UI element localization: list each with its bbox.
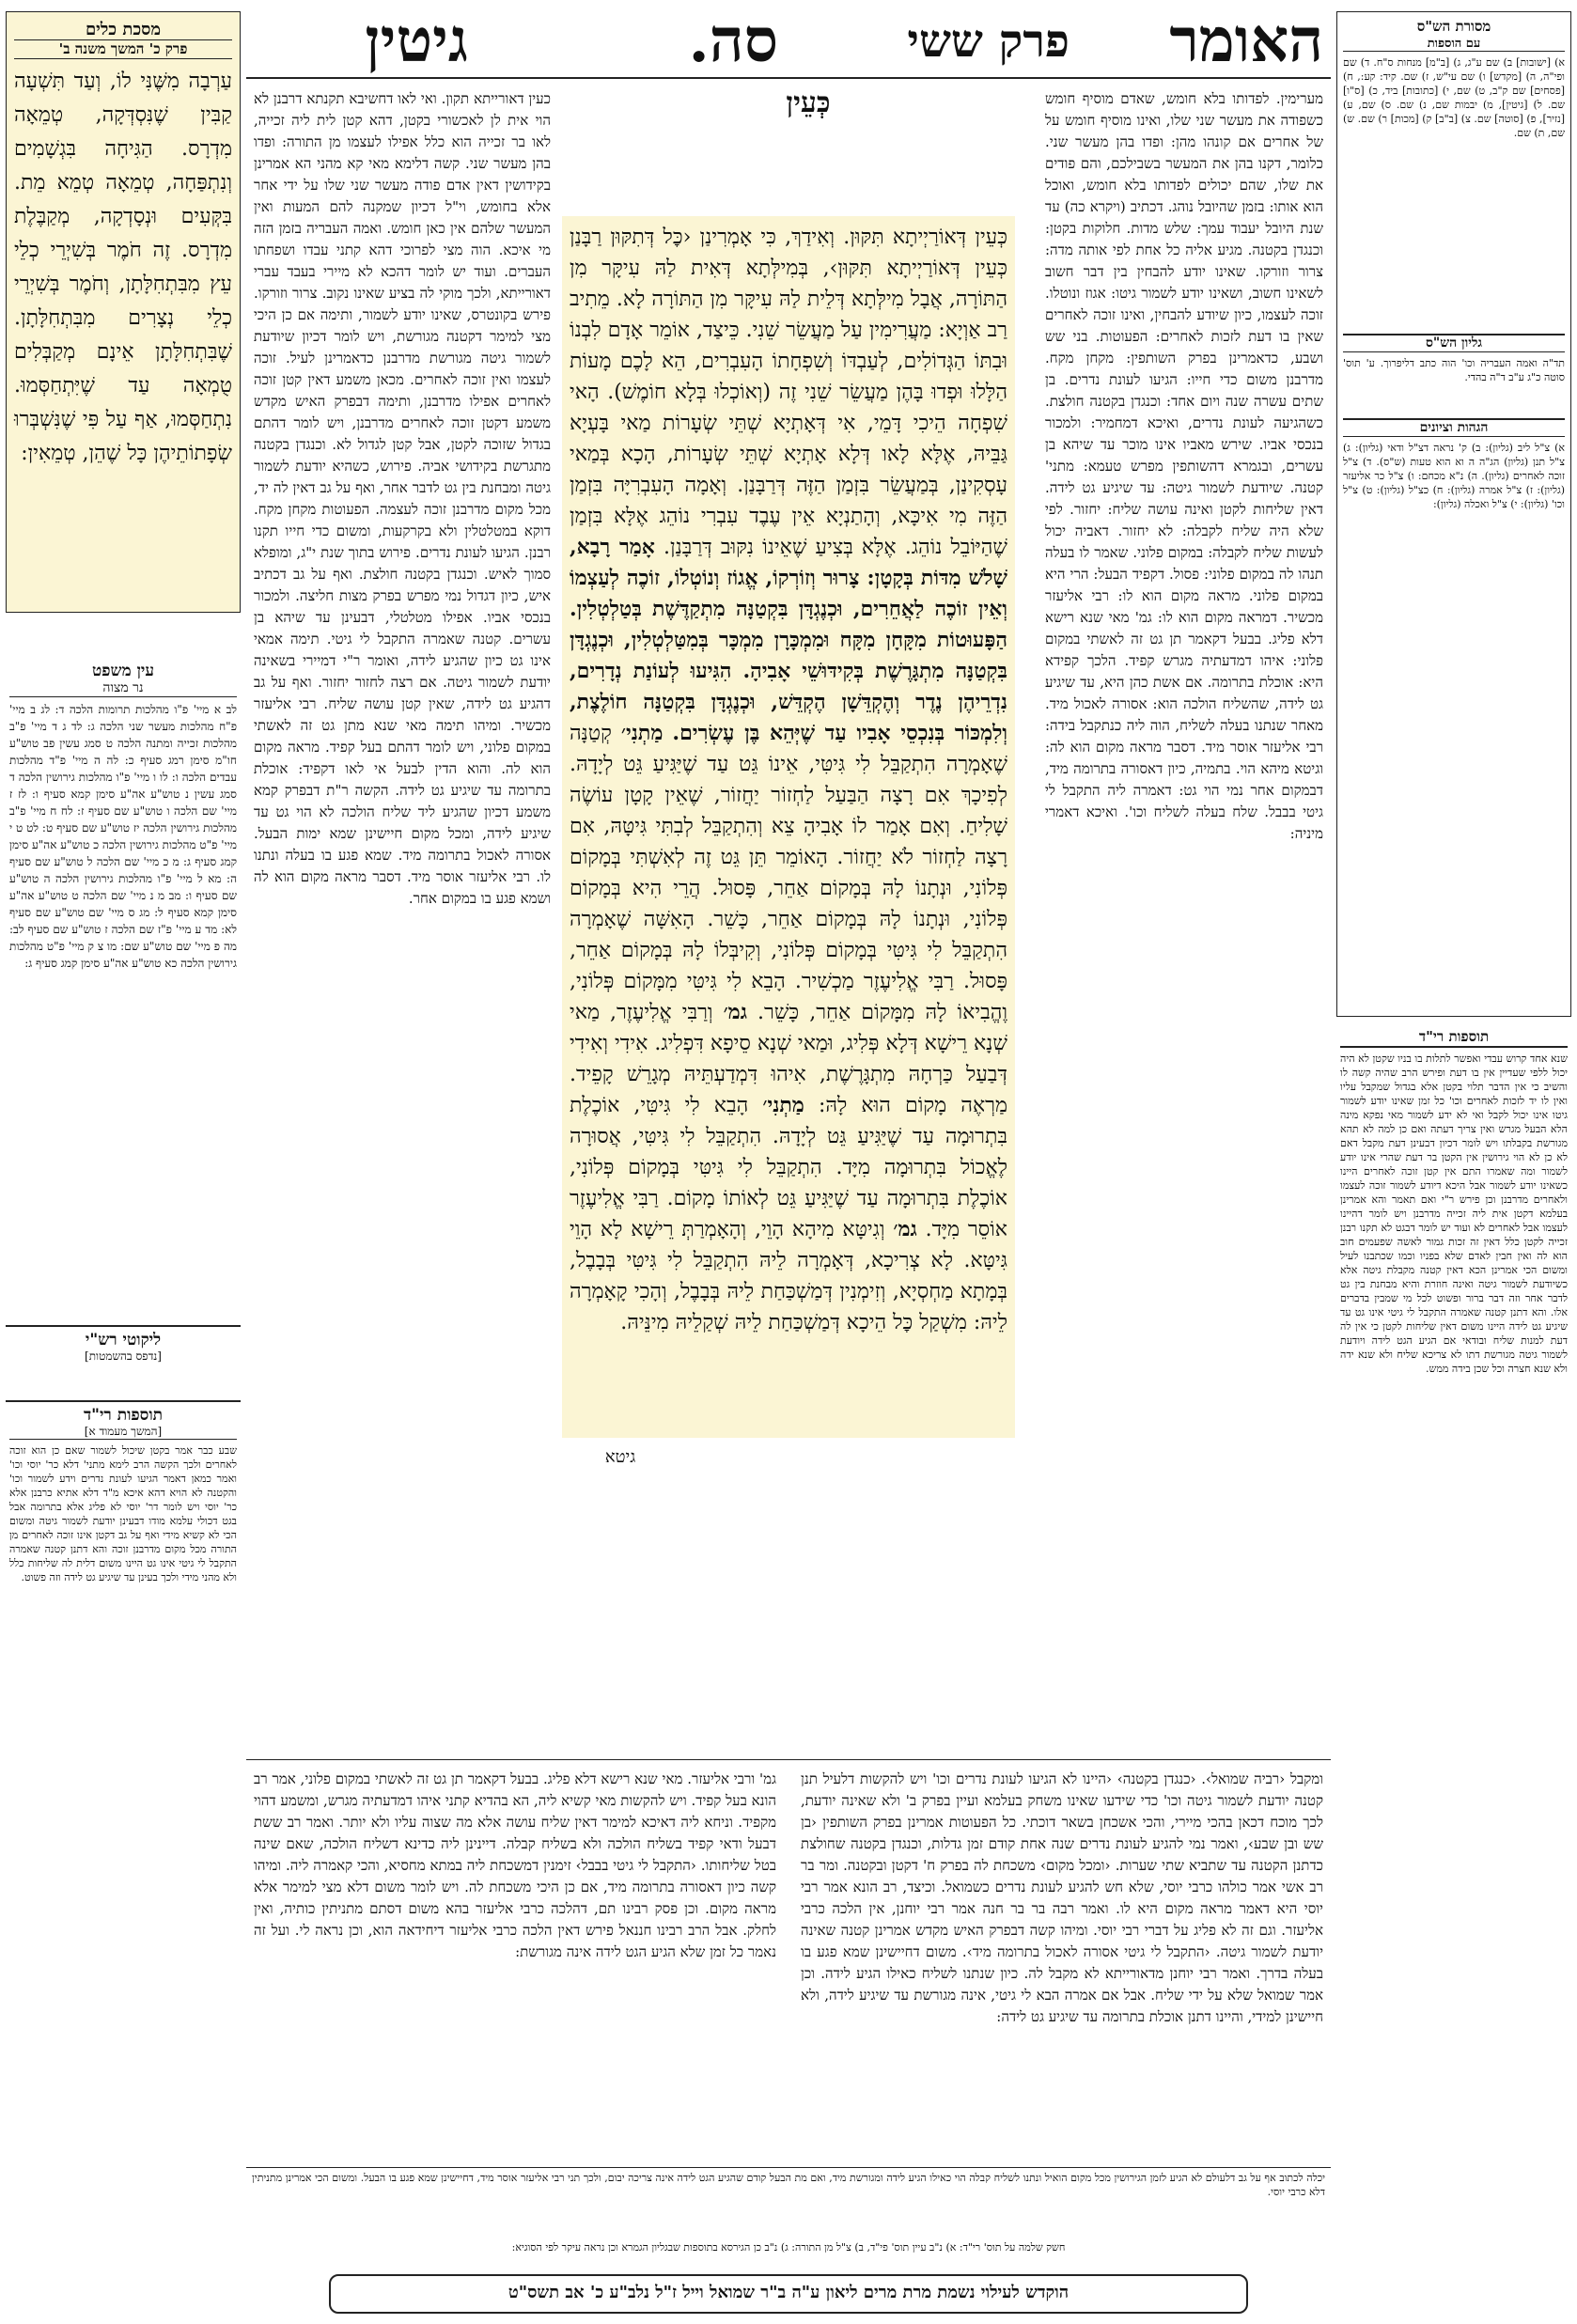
gemara-main	[562, 216, 1015, 1438]
tos-rid2-title: תוספות רי"ד	[83, 1406, 164, 1425]
tosafot-bottom	[252, 1767, 778, 2161]
tos-rid2-text: שבע כבר אמר בקטן שיכול לשמור שאם כן הוא זוכה לאחרים ולכך הקשה הרב לימא מתני' דלא כר' יוסי וכו' ואמר כמאן דאמר הגיעו לעונת נדרים וידע לשמור וכו' והקטנה לא הויא דהא איכא מ"ד דלא אתיא כרבנן אלא כר' יוסי ויש לומר דר' יוסי לא פליג אלא בתרומה אבל בגט דכולי עלמא מודו דבעינן יודעת לשמור גיטה ומשום הכי לא קשיא מידי ואף על גב דקטן אינו זוכה לאחרים מן התורה מכל מקום מדרבנן זוכה והא דתנן קטנה שאמרה התקבל לי גיטי אינו גט היינו משום דלית לה שליחות כלל ולא מהני מידי ולכך בעינן עד שיגיע גט לידה וזה פשוט.	[9, 1444, 237, 1583]
rashi-column	[1043, 86, 1325, 1750]
mesoret-subtitle: עם הוספות	[1343, 36, 1565, 52]
footnote-rule	[246, 2167, 1331, 2168]
tos-rid2-subtitle: [המשך מעמוד א]	[9, 1425, 237, 1440]
tosafot-rid-2-box	[6, 1400, 241, 2246]
mesoret-text: א) [ישובות] ב) שם ע"ג, ג) [ב"מ] מנחות ס"ח. ד) שם ופי"ה, ה) [מקדש] ו) שם עי"ש, ז) שם. קיד: קע:, ח) [פסחים] שם ק"ב, ט) שם, י) [כתובות] ביד, כ) [ס"ו] שם. ל) [גיטין], מ) יבמות שם, נ) שם. ס) שם, ע) [נזיר], פ) [סוטה] שם. צ) [ב"ב] ק) [מכות] ר) שם. ש) שם, ת) שם.	[1343, 56, 1565, 139]
gemara-text	[570, 222, 1007, 1429]
dedication-text: הוקדש לעילוי נשמת מרת מרים ליאון ע"ה ב"ר שמואל וייל ז"ל נלב"ע כ' אב תשס"ט	[507, 2283, 1070, 2302]
tosafot-bottom-text: גמ' ורבי אליעזר. מאי שנא רישא דלא פליג. בבעל דקאמר תן גט זה לאשתי במקום פלוני, אמר רב הונא בעל קפיד. ויש להקשות מאי קשיא ליה, הא בהדיא קתני איהו דמדעתיה מגרש, ומשמע דהוי מקפיד. וניחא ליה דאיכא למימר דאין שליח עושה אלא מה שצוה עליו ולא יותר. ואמר רב ששת דבעל ודאי קפיד בשליח הולכה ולא בשליח קבלה. דיינינן ליה כדינא דשליח הולכה, שאם שינה בטל שליחותו. ‹התקבל לי גיטי בבבל› זימנין דמשכחת ליה במתא מחסיא, והכי קאמרה ליה. ומיהו קשה כיון דאסורה בתרומה מיד, אם כן היכי משכחת לה. ויש לומר משום דלא מצי למימר אלא מראה מקום. וכן פסק רבינו תם, דהלכה כרבי אליעזר בהא משום דסתם מתניתין כותיה, ואין לחלק. אבל הרב רבינו חננאל פירש דאין הלכה כרבי אליעזר דיחידאה הוא, וכן נראה לי. ועל זה נאמר כל זמן שלא הגיע הגט לידה אינה מגורשת:	[254, 1770, 776, 1960]
gilyon-text: תד"ה ואמה העבריה וכו' הוה כתב דליפרוך. ע' תוס' סוטה כ"ג ע"ב ד"ה בהדי.	[1343, 357, 1565, 383]
footnote-text: יכלה לכתוב אף על גב דלעולם לא הגיע לזמן הגירושין מכל מקום הואיל ונתנו לשליח קבלה הוי כאילו הגיע לידה ומגורשת מיד, ואם מת הבעל קודם שהגיע הגט לידה אינה צריכה יבום, ולכך תני רבי אליעזר אוסר מיד, דחיישינן שמא פגע בו הבעל. ומשום הכי אמרינן מתניתין דלא כרבי יוסי.	[252, 2172, 1325, 2198]
tosafot-column	[252, 86, 553, 1750]
tosafot-rid-title: תוספות רי"ד	[1340, 1028, 1568, 1048]
rashi-bottom	[799, 1767, 1325, 2161]
gemara-rava: אָמַר רָבָא, שָׁלֹשׁ מִדּוֹת בְּקָטָן: צָרוּר וְזוֹרְקוֹ, אֱגוֹז וְנוֹטְלוֹ, זוֹכֶה לְעַצְמוֹ וְאֵין זוֹכֶה לַאֲחֵרִים, וּכְנֶגְדָּן בִּקְטַנָּה מִתְקַדֶּשֶׁת בְּטַלְטְלִין. הַפָּעוּטוֹת מִקָּחָן מִקָּח וּמִמְכָּרָן מִמְכָּר בְּמִטַּלְטְלִין, וּכְנֶגְדָּן בִּקְטַנָּה מִתְגָּרֶשֶׁת בְּקִידּוּשֵׁי אָבִיהָ. הִגִּיעוּ לְעוֹנַת נְדָרִים, נִדְרֵיהֶן נֶדֶר וְהֶקְדֵּשָׁן הֶקְדֵּשׁ, וּכְנֶגְדָּן בִּקְטַנָּה חוֹלֶצֶת, וְלִמְכּוֹר בְּנִכְסֵי אָבִיו עַד שֶׁיְּהֵא בֶּן עֶשְׂרִים.	[570, 535, 1007, 745]
gemara-text-2: וְרַבִּי אֱלִיעֶזֶר, מַאי שְׁנָא רֵישָׁא דְּלָא פְּלִיג, וּמַאי שְׁנָא סֵיפָא דִּפְלִיג. אִידִי וְאִידִי דְּבַעַל כַּרְחָהּ מִתְגָּרֶשֶׁת, אִיהוּ דִּמְדַעְתֵּיהּ מְגָרֵשׁ קָפֵיד. מַרְאֶה מָקוֹם הוּא לָהּ:	[570, 1001, 1007, 1117]
tosafot-text: כעין דאורייתא תקון. ואי לאו דחשיבא תקנתא דרבנן לא הוי אית לן לאכשורי בקטן, דהא קטן לית ליה זכייה, לאו בר זכייה הוא כלל אפילו לעצמו מן התורה: ופדו בהן מעשר שני. קשה דלימא מאי קא מהני הא אמרינן בקידושין דאין אדם פודה מעשר שני שלו על ידי אחר אלא בחומש, וי"ל דכיון שמקנה להם המעות ואין המעשר שלהם אין כאן חומש. ואמה העבריה בזמן הזה מי איכא. הוה מצי לפרוכי דהא קתני עבדו ושפחתו העברים. ועוד יש לומר דהכא לא מיירי בעבד עברי דאורייתא, ולכך מוקי לה בציע שאינו נקוב. צרור וזורקו. פירש בקונטרס, שאינו יודע לשמור, ותימה אם כן היכי מצי למימר דקטנה מגורשת, ויש לומר דכיון שיודעת לשמור גיטה מגורשת מדרבנן כדאמרינן לעיל. זוכה לעצמו ואין זוכה לאחרים. מכאן משמע דאין קטן זוכה לאחרים אפילו מדרבנן, ותימה דבפרק האיש מקדש משמע דקטן זוכה לאחרים מדרבנן, ויש לומר דהתם בגדול שזוכה לקטן, אבל קטן לגדול לא. וכנגדן בקטנה מתגרשת בקידושי אביה. פירוש, כשהיא יודעת לשמור גיטה ומבחנת בין גט לדבר אחר, ואף על גב דאין לה יד, מכל מקום מדרבנן זוכה לעצמה. הפעוטות מקחן מקח. דוקא במטלטלין ולא בקרקעות, ומשום כדי חייו תקנו רבנן. הגיעו לעונת נדרים. פירוש בתוך שנת י"ג, ומופלא סמוך לאיש. וכנגדן בקטנה חולצת. ואף על גב דכתיב איש, כיון דגדול נמי מפרש בפרק מצות חליצה. ולמכור בנכסי אביו. אפילו מטלטלי, דבעינן עד שיהא בן עשרים. קטנה שאמרה התקבל לי גיטי. תימה אמאי אינו גט כיון שהגיע לידה, ואומר ר"י דמיירי בשאינה יודעת לשמור גיטה. אם רצה לחזור יחזור. ואף על גב דהגיע גט לידה, שאין קטן עושה שליח. רבי אליעזר מכשיר. ומיהו תימה מאי שנא מתן גט זה לאשתי במקום פלוני, ויש לומר דהתם בעל קפיד. מראה מקום הוא לה. והוא הדין לבעל אי לאו דקפיד: אוכלת בתרומה עד שיגיע גט לידה. הקשה ר"ת דבפרק קמא משמע דכיון שהגיע ליד שליח הולכה לא הוי גט עד שיגיע לידה, ומכל מקום חיישינן שמא ימות הבעל. אסורה לאכול בתרומה מיד. שמא פגע בו בעלה ונתנו לו. רבי אליעזר אוסר מיד. דסבר מראה מקום הוא לה ושמא פגע בו במקום אחר.	[254, 90, 551, 907]
dedication-box	[329, 2274, 1248, 2314]
mesoret-title: מסורת הש"ס	[1416, 18, 1491, 35]
ein-header-word: כְּעֵין	[786, 86, 831, 119]
rashi-text: מערימין. לפדותו בלא חומש, שאדם מוסיף חומש כשפודה את מעשר שני שלו, ואינו מוסיף חומש על של אחרים אם קונהו מהן: ופדו בהן מעשר שני. כלומר, דקנו בהן את המעשר בשבילכם, והם פודים את שלו, שהם יכולים לפדותו בלא חומש, ואוכל הוא אותו: בזמן שהיובל נוהג. דכתיב (ויקרא כה) עד שנת היובל יעבוד עמך: שלש מדות. חלוקות בקטן: וכנגדן בקטנה. מגיע אליה כל אחת לפי אותה מדה: צרור וזורקו. שאינו יודע להבחין בין דבר חשוב לשאינו חשוב, ושאינו יודע לשמור גיטו: אגוז ונוטלו. זוכה לעצמו, כיון שיודע להבחין, ואינו זוכה לאחרים שאין בו דעת לזכות לאחרים: הפעוטות. בני שש ושבע, כדאמרינן בפרק השותפין: מקחן מקח. מדרבנן משום כדי חייו: הגיעו לעונת נדרים. בן שתים עשרה שנה ויום אחד: וכנגדן בקטנה חולצת. כשהגיעה לעונת נדרים, ואיכא דמחמיר: ולמכור בנכסי אביו. שירש מאביו אינו מוכר עד שיהא בן עשרים, ובגמרא דהשותפין מפרש טעמא: מתני' קטנה. שיודעת לשמור גיטה: עד שיגיע גט לידה. דאין שליחות לקטן ואינה עושה שליח: יחזור. לפי שלא היה שליח לקבלה: לא יחזור. דאביה יכול לעשות שליח לקבלה: במקום פלוני. שאמר לו בעלה תנהו לה במקום פלוני: פסול. דקפיד הבעל: הרי היא במקום פלוני. מראה מקום הוא לו: רבי אליעזר מכשיר. דמראה מקום הוא לו: גמ' מאי שנא רישא דלא פליג. בבעל דקאמר תן גט זה לאשתי במקום פלוני: איהו דמדעתיה מגרש קפיד. הלכך קפידא היא: אוכלת בתרומה. אם אשת כהן היא, עד שיגיע גט לידה, שהשליח הולכה הוא: אסורה לאכול מיד. מאחר שנתנו בעלה לשליח, הוה ליה כנתקבל בידה: רבי אליעזר אוסר מיד. דסבר מראה מקום הוא לה: וגיטא מיהא הוי. בתמיה, כיון דאסורה בתרומה מיד, דבמקום אחר נמי הוי גט: דאמרה ליה התקבל לי גיטי בבבל. שלח בעלה לשליח וכו'. ואיכא דאמרי מיניה:	[1045, 90, 1323, 842]
mesoret-box	[1336, 11, 1571, 1017]
gemara-label: גמ׳	[723, 1000, 747, 1024]
ein-mishpat-subtitle: נר מצוה	[9, 680, 237, 697]
kelim-mishnah-text: עַרְבָה מִשֶּׁנִּי לוֹ, וְעַד תִּשְׁעָה קַבִּין שֶׁנִּסְדְּקָה, טְמֵאָה מִדְרָס. הַגִּיחָה בִּגְשָׁמִים וְנִתְפַּחָה, טְמֵאָה טְמֵא מֵת. בִּקְּעִים וּנְסָדְקָה, מְקַבֶּלֶת מִדְרָס. זֶה חֹמֶר בְּשִׁיְרֵי כְלֵי עֵץ מִבִּתְחִלָּתָן, וְחֹמֶר בְּשִׁיְרֵי כְלֵי נְצָרִים מִבִּתְחִלָּתָן. שֶׁבִּתְחִלָּתָן אֵינָם מְקַבְּלִים טֻמְאָה עַד שֶׁיִּתְחַסְּמוּ. נִתְחַסְּמוּ, אַף עַל פִּי שֶׁנִּשְׁבְּרוּ שְׂפָתוֹתֵיהֶן כָּל שֶׁהֵן, טְמֵאִין:	[14, 70, 232, 465]
rashi-bottom-text: ומקבל ‹רביה שמואל›. ‹כנגדן בקטנה› ‹היינו לא הגיעו לעונת נדרים וכו' ויש להקשות דלעיל תנן קטנה יודעת לשמור גיטה וכו' כדי שידעו שאינו משחק בעלמא ועיין בפרק ב' ולא שאינה יודעת, לכך מוכח דכאן בהכי מיירי, והכי אשכחן בשאר דוכתי. כל הפעוטות אמרינן בפרק השותפין ‹בן שש ובן שבע›, ואמר נמי להגיע לעונת נדרים שנה אחת קודם זמן גדלות, וכנגדן בקטנה שחולצת כדתנן הקטנה עד שתביא שתי שערות. ‹ומכל מקום› משכחת לה בפרק ח' דקטן ובקטנה. ומר בר רב אשי אמר כולהו כרבי יוסי, שלא חש להגיע לעונת נדרים כשמואל. וכיצד, רב הונא אמר רבי יוסי היא דאמר מראה מקום היא לו. ואמר רבה בר בר חנה אמר רבי יוחנן, אין הלכה כרבי אליעזר. וגם זה לא פליג על דברי רבי יוסי. ומיהו קשה דבפרק האיש מקדש אמרינן קטנה שאינה יודעת לשמור גיטה. ‹התקבל לי גיטי אסורה לאכול בתרומה מיד›. משום דחיישינן שמא פגע בו בעלה בדרך. ואמר רבי יוחנן מדאורייתא לא מקבל לה. כיון שנתנו לשליח כאילו הגיע לידה. וכן אמר שמואל שלא על ידי שליח. אבל אם אמרה הבא לי גיטי, אינה מגורשת עד שיגיע לידה, ולא חיישינן למידי, והיינו דתנן אוכלת בתרומה עד שיגיע גט לידה:	[801, 1770, 1323, 2025]
bottom-section-rule	[246, 1759, 1331, 1760]
hagahot-title: הגהות וציונים	[1343, 418, 1565, 437]
mishnah2-text: הָבֵא לִי גִּיטִּי, אוֹכֶלֶת בִּתְרוּמָה עַד שֶׁיַּגִּיעַ גֵּט לְיָדָהּ. הִתְקַבֵּל לִי גִּיטִּי, אֲסוּרָה לֶאֱכוֹל בִּתְרוּמָה מִיָּד. הִתְקַבֵּל לִי גִּיטִּי בְּמָקוֹם פְּלוֹנִי, אוֹכֶלֶת בִּתְרוּמָה עַד שֶׁיַּגִּיעַ גֵּט לְאוֹתוֹ מָקוֹם. רַבִּי אֱלִיעֶזֶר אוֹסֵר מִיָּד.	[570, 1094, 1007, 1241]
hashmatot-text: חשק שלמה על תוס' רי"ד: א) נ"ב עיין תוס' פי"ד, ב) צ"ל מן התורה: ג) נ"ב כן הגירסא בתוספות שבגליון הגמרא וכן נראה עיקר לפי הסוגיא:	[511, 2241, 1066, 2254]
kelim-subtitle: פרק כ' המשך משנה ב'	[14, 40, 232, 59]
mishnah-text: קְטַנָּה שֶׁאָמְרָה הִתְקַבֵּל לִי גִּיטִּי, אֵינוֹ גֵּט עַד שֶׁיַּגִּיעַ גֵּט לְיָדָהּ. לְפִיכָךְ אִם רָצָה הַבַּעַל לַחְזוֹר יַחֲזוֹר, שֶׁאֵין קָטָן עוֹשֶׂה שָׁלִיחַ. וְאִם אָמַר לוֹ אָבִיהָ צֵא וְהִתְקַבֵּל לְבִתִּי גִּיטָּהּ, אִם רָצָה לַחְזוֹר לֹא יַחֲזוֹר. הָאוֹמֵר תֵּן גֵּט זֶה לְאִשְׁתִּי בְּמָקוֹם פְּלוֹנִי, וּנְתָנוֹ לָהּ בְּמָקוֹם אַחֵר, פָּסוּל. הֲרֵי הִיא בְּמָקוֹם פְּלוֹנִי, וּנְתָנוֹ לָהּ בְּמָקוֹם אַחֵר, כָּשֵׁר. הָאִשָּׁה שֶׁאָמְרָה הִתְקַבֵּל לִי גִּיטִּי בְּמָקוֹם פְּלוֹנִי, וְקִיבְּלוֹ לָהּ בְּמָקוֹם אַחֵר, פָּסוּל. רַבִּי אֱלִיעֶזֶר מַכְשִׁיר. הָבֵא לִי גִּיטִּי מִמָּקוֹם פְּלוֹנִי, וֶהֱבִיאוֹ לָהּ מִמָּקוֹם אַחֵר, כָּשֵׁר.	[570, 722, 1007, 1024]
kelim-title: מסכת כלים	[14, 20, 232, 40]
gemara2-label: גמ׳	[893, 1217, 917, 1241]
title-perek: פרק ששי	[907, 15, 1070, 68]
gemara2-text: וְגִיטָּא מִיהָא הָוֵי, וְהָאָמְרַתְּ רֵישָׁא לָא הָוֵי גִּיטָּא. לָא צְרִיכָא, דְּאָמְרָה לֵיהּ הִתְקַבֵּל לִי גִּיטִּי בְּבָבֶל, בְּמָתָא מַחְסְיָא, וְזִימְנִין דְּמַשְׁכַּחַת לֵיהּ בְּבָבֶל, וְהָכִי קָאָמְרָה לֵיהּ: מִשְׁקַל כׇּל הֵיכָא דְּמַשְׁכַּחַת לֵיהּ שְׁקַלֵיהּ מִינֵּיהּ.	[570, 1218, 1007, 1334]
mishnah-label: מַתְנִי׳	[620, 721, 664, 745]
gemara-opening: כְּעֵין דְּאוֹרַיְיתָא תִּקּוּן. וְאִידַךְ, כִּי אָמְרִינַן ‹כׇּל דְּתִקּוּן רַבָּנַן כְּעֵין דְּאוֹרַיְיתָא תִּקּוּן›, בְּמִילְּתָא דְּאִית לַהּ עִיקָּר מִן הַתּוֹרָה, אֲבָל מִילְּתָא דְּלֵית לַהּ עִיקָּר מִן הַתּוֹרָה לָא. מֵתִיב רַב אַוְיָא: מַעֲרִימִין עַל מַעֲשֵׂר שֵׁנִי. כֵּיצַד, אוֹמֵר אָדָם לִבְנוֹ וּבִתּוֹ הַגְּדוֹלִים, לְעַבְדּוֹ וְשִׁפְחָתוֹ הָעִבְרִים, הֵא לָכֶם מָעוֹת הַלָּלוּ וּפְדוּ בָּהֶן מַעֲשֵׂר שֵׁנִי זֶה (וְאוֹכְלוּ בְּלָא חוֹמֶשׁ). הָאי שִׁפְחָה הֵיכִי דָּמֵי, אִי דְּאָתְיָא שְׁתֵּי שְׂעָרוֹת מַאי בָּעְיָא גַּבֵּיהּ, אֶלָּא לָאו דְּלָא אָתְיָא שְׁתֵּי שְׂעָרוֹת, הָכָא בְּמַאי עָסְקִינַן, בְּמַעֲשֵׂר בִּזְמַן הַזֶּה דְּרַבָּנַן. וְאָמָה הָעִבְרִיָּה בִּזְמַן הַזֶּה מִי אִיכָּא, וְהָתַנְיָא אֵין עֶבֶד עִבְרִי נוֹהֵג אֶלָּא בִּזְמַן שֶׁהַיּוֹבֵל נוֹהֵג. אֶלָּא בְּצִיעַ שֶׁאֵינוֹ נִקּוּב דְּרַבָּנַן.	[570, 226, 1007, 559]
mishnah-kelim-box	[6, 11, 241, 613]
footnote	[252, 2171, 1325, 2237]
ein-mishpat-box	[6, 658, 241, 1316]
title-chapter-name: האומר	[1169, 6, 1323, 76]
tosafot-rid-text: שנא אחד קרוש עבדי ואפשר לתלות בו בניו שקטן לא היה יכול ללפי שעדיין אין בו דעת ופירש הרב שהיה קשה לו והשיב כי אין הדבר תלוי בקטן אלא בגדול שמקבל עליו ואין לו יד לזכות לאחרים וכו' כל זמן שאינו יודע לשמור גיטו אינו יכול לקבל ואי לא ידע לשמור מאי נפקא מינה הלא הבעל מגרש ואין צריך דעתה ואם כן למה לא תהא מגורשת בקבלתו ויש לומר דכיון דבעינן דעת מקבל דאם לא כן לא הוי גירושין אין הקטן בר דעת שהרי אינו יודע לשמור ומה שאמרו התם אין קטן זוכה לאחרים היינו כשאינו יודע לשמור אבל היכא דיודע לשמור זוכה לעצמו ולאחרים מדרבנן וכן פירש ר"י ואם תאמר והא אמרינן בעלמא דקטן אית ליה זכייה מדרבנן ויש לומר דהיינו לעצמו אבל לאחרים לא ועוד יש לומר דבגט לא תקנו רבנן זכייה לקטן כלל דאין זה זכות גמור לאשה שפעמים חוב הוא לה ואין חבין לאדם שלא בפניו וכמו שכתבנו לעיל ומשום הכי אמרינן הכא דאין קטנה מקבלת גיטה אלא כשיודעת לשמור גיטה ואינה חוזרת והיא מבחנת בין גט לדבר אחר וזה דבר ברור ופשוט לכל מי שמבין בדברים אלו. והא דתנן קטנה שאמרה התקבל לי גיטי אינו גט עד שיגיע גט לידה היינו משום דאין שליחות לקטן כי אין לה דעת למנות שליח ובודאי אם הגיע הגט לידה ויודעת לשמור גיטה מגורשת דתו לא צריכא שליח ולא שנא ידה ולא שנא חצרה וכל שכן בידה ממש.	[1340, 1053, 1568, 1375]
likutei-title: ליקוטי רש"י	[85, 1331, 162, 1349]
title-amud: סה.	[688, 6, 778, 76]
title-tractate: גיטין	[365, 6, 468, 76]
header-rule	[246, 77, 1331, 79]
ein-mishpat-text: לב א מיי' פ"ו מהלכות תרומות הלכה ד: לג ב מיי' פ"ח מהלכות מעשר שני הלכה ג: לד ג ד מיי' פ"ב מהלכות זכייה ומתנה הלכה ט סמג עשין פב טוש"ע חו"מ סימן רמג סעיף כ: לה ה מיי' פ"ד מהלכות עבדים הלכה ו: לו ו מיי' פ"ו מהלכות גירושין הלכה ד סמג עשין נ טוש"ע אה"ע סימן קמא סעיף ו: לז ז מיי' שם הלכה ו טוש"ע שם סעיף ז: לח ח מיי' פ"ב מהלכות גירושין הלכה יז טוש"ע שם סעיף ט: לט ט י מיי' פ"ט מהלכות גירושין הלכה כ טוש"ע אה"ע סימן קמג סעיף ג: מ כ מיי' שם הלכה ל טוש"ע שם סעיף ה: מא ל מיי' פ"ו מהלכות גירושין הלכה ה טוש"ע שם סעיף ו: מב מ נ מיי' שם הלכה ט טוש"ע אה"ע סימן קמא סעיף ל: מג ס מיי' שם טוש"ע שם סעיף לא: מד ע מיי' פ"ז שם הלכה ז טוש"ע שם סעיף לב: מה פ מיי' שם טוש"ע שם: מו צ ק מיי' פ"ט מהלכות גירושין הלכה כא טוש"ע אה"ע סימן קמג סעיף ג:	[9, 703, 237, 970]
likutei-subtitle: [נדפס בהשמטות]	[85, 1349, 162, 1363]
ein-mishpat-title: עין משפט	[92, 662, 154, 680]
gilyon-title: גליון הש"ס	[1343, 334, 1565, 352]
mishnah2-label: מַתְנִי׳	[762, 1093, 804, 1117]
catchword: גיטא	[604, 1447, 636, 1467]
hashmatot-line	[252, 2240, 1325, 2267]
tosafot-rid-box	[1336, 1024, 1571, 2237]
likutei-rashi-box	[6, 1325, 241, 1391]
hagahot-text: א) צ"ל ליב (גליון): ב) ק' נראה דצ"ל ודאי (גליון): ג) צ"ל תנן (גליון) הג"ה ה וא הוא טעות (ש"ס). ד) צ"ל זוכה לאחרים (גליון). ה) נ"א מכחם: ו) צ"ל כר אליעזר (גליון): ז) צ"ל אמרה (גליון): ח) כצ"ל (גליון): ט) צ"ל וכו' (גליון): י) צ"ל ואכלה (גליון):	[1343, 442, 1565, 510]
